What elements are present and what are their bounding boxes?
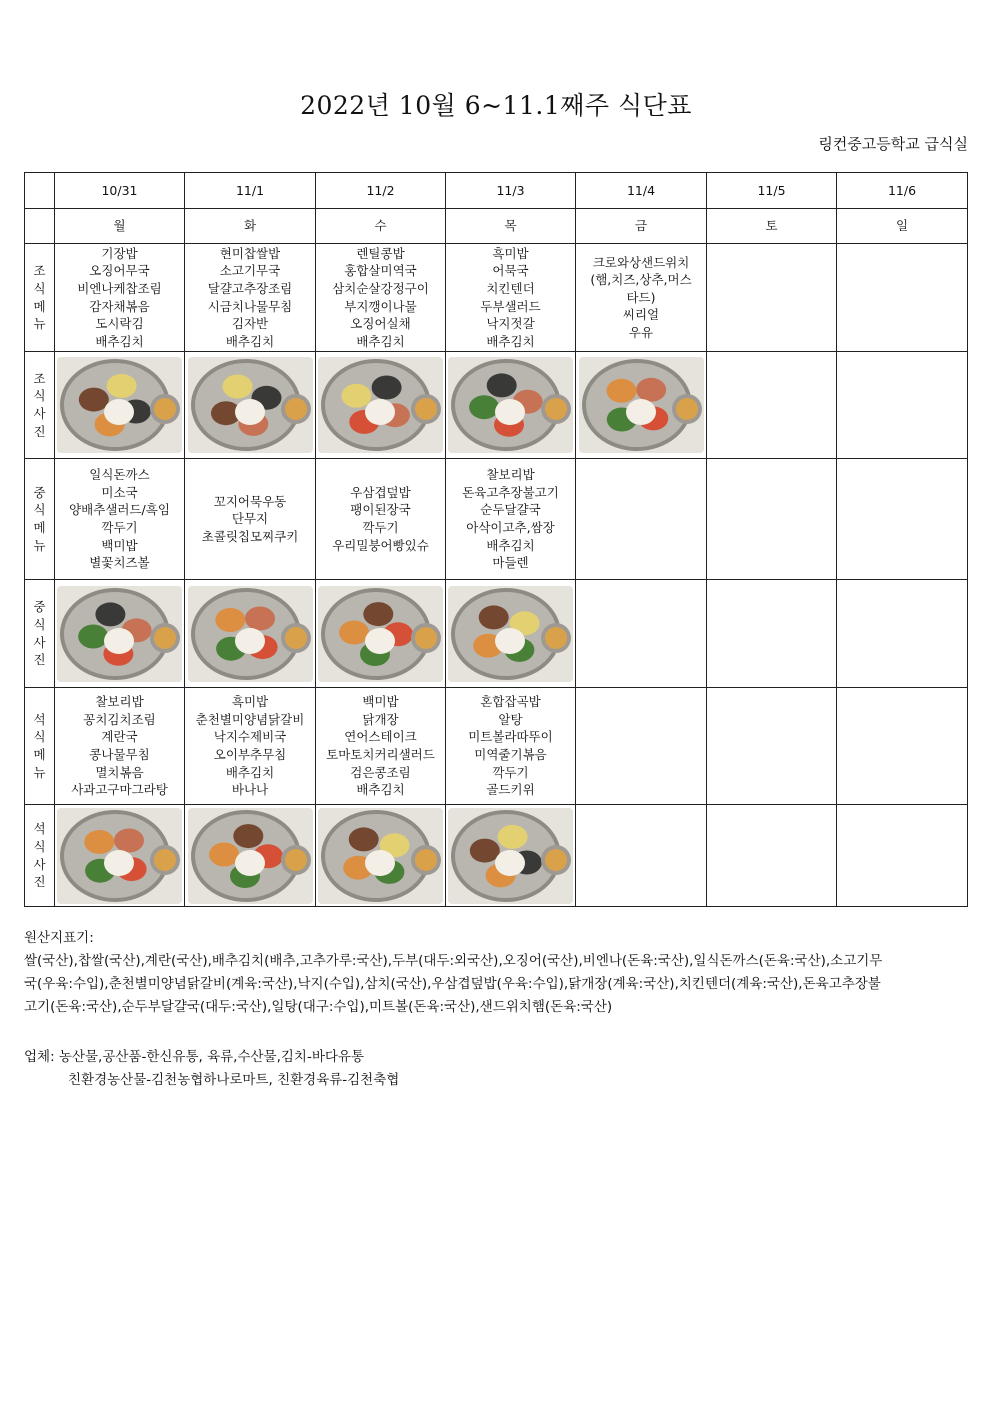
lunch-menu-cell	[576, 459, 707, 580]
lunch-menu-cell	[837, 459, 968, 580]
date-cell: 10/31	[55, 173, 185, 209]
menu-item: 팽이된장국	[350, 502, 411, 518]
menu-item: 소고기무국	[219, 263, 281, 279]
menu-item: 순두달걀국	[480, 502, 541, 518]
breakfast-photo-cell	[55, 352, 185, 459]
menu-item: 계란국	[101, 729, 138, 745]
menu-item: 흑미밥	[231, 694, 269, 710]
menu-item: 오이부추무침	[213, 747, 287, 762]
lunch-menu-cell	[55, 459, 185, 580]
lunch-photo-cell	[837, 580, 968, 688]
menu-item: 시금치나물무침	[207, 298, 293, 314]
lunch-photo-cell	[55, 580, 185, 688]
menu-item: 현미찹쌀밥	[219, 245, 281, 261]
breakfast-menu-cell	[55, 244, 185, 352]
breakfast-photo-cell	[707, 352, 837, 459]
origin-heading: 원산지표기:	[24, 930, 94, 946]
menu-item: 도시락김	[95, 316, 144, 332]
menu-item: 김자반	[231, 316, 269, 332]
date-row	[25, 173, 968, 209]
dinner-menu-cell	[185, 688, 316, 805]
menu-item: 혼합잡곡밥	[480, 694, 541, 710]
breakfast-menu-cell	[837, 244, 968, 352]
row-label-breakfast-photo: 조 식 사 진	[25, 352, 55, 459]
page-title: 2022년 10월 6~11.1째주 식단표	[300, 91, 692, 120]
origin-line-3: 고기(돈육:국산),순두부달걀국(대두:국산),일탕(대구:수입),미트볼(돈육:국산),샌드위치햄(돈육:국산)	[24, 999, 613, 1015]
lunch-photo-cell	[576, 580, 707, 688]
menu-item: 낙지젓갈	[486, 316, 535, 332]
menu-item: 두부샐러드	[480, 298, 541, 314]
menu-item: 깍두기	[362, 520, 399, 535]
menu-item: 마들렌	[492, 555, 529, 571]
vendor-notice	[24, 1046, 968, 1092]
lunch-menu-cell	[185, 459, 316, 580]
meal-photo	[448, 808, 573, 904]
menu-item: 배추김치	[225, 764, 275, 780]
meal-photo	[188, 586, 313, 682]
menu-item: 씨리얼	[622, 307, 660, 323]
breakfast-menu-cell	[316, 244, 446, 352]
menu-item: 타드)	[626, 289, 656, 305]
menu-item: 렌틸콩밥	[356, 245, 405, 261]
menu-item: 미소국	[101, 484, 138, 500]
dinner-photo-cell	[185, 805, 316, 907]
breakfast-photo-cell	[837, 352, 968, 459]
menu-table	[24, 172, 968, 907]
date-cell: 11/4	[576, 173, 707, 209]
menu-item: 양배추샐러드/흑임	[69, 502, 170, 518]
date-cell: 11/3	[446, 173, 576, 209]
menu-item: 기장밥	[101, 245, 138, 261]
day-cell: 일	[837, 209, 968, 244]
dinner-menu-cell	[446, 688, 576, 805]
vendor-line-1: 업체: 농산물,공산품-한신유통, 육류,수산물,김치-바다유통	[24, 1049, 364, 1065]
row-label-dinner-menu: 석 식 메 뉴	[25, 688, 55, 805]
meal-photo	[318, 357, 443, 453]
meal-photo	[448, 357, 573, 453]
menu-item: 초콜릿칩모찌쿠키	[201, 528, 299, 544]
menu-item: 배추김치	[95, 333, 144, 349]
menu-item: 찰보리밥	[486, 467, 535, 483]
date-cell: 11/5	[707, 173, 837, 209]
menu-item: 찰보리밥	[95, 694, 144, 710]
menu-item: 오징어무국	[89, 263, 150, 279]
menu-item: 배추김치	[356, 333, 405, 349]
menu-item: 비엔나케찹조림	[77, 280, 162, 296]
menu-item: 오징어실채	[350, 316, 411, 332]
dinner-menu-cell	[837, 688, 968, 805]
meal-photo	[57, 357, 182, 453]
menu-item: 닭개장	[362, 711, 399, 727]
origin-line-2: 국(우육:수입),춘천별미양념닭갈비(계육:국산),낙지(수입),삼치(국산),우삼겹덮밥(우육:수입),닭개장(계육:국산),치킨텐더(계육:국산),돈육고추장불	[24, 976, 881, 992]
meal-photo	[188, 357, 313, 453]
breakfast-menu-cell	[446, 244, 576, 352]
lunch-photo-cell	[707, 580, 837, 688]
day-cell: 수	[316, 209, 446, 244]
lunch-photo-cell	[446, 580, 576, 688]
vendor-line-2: 친환경농산물-김천농협하나로마트, 친환경육류-김천축협	[68, 1072, 400, 1088]
meal-photo	[57, 586, 182, 682]
lunch-menu-cell	[707, 459, 837, 580]
breakfast-menu-cell	[707, 244, 837, 352]
menu-item: 바나나	[231, 782, 269, 798]
menu-item: 치킨텐더	[486, 280, 535, 296]
menu-item: 멸치볶음	[95, 764, 144, 780]
breakfast-menu-row	[25, 244, 968, 352]
origin-line-1: 쌀(국산),찹쌀(국산),계란(국산),배추김치(배추,고추가루:국산),두부(대두:외국산),오징어(국산),비엔나(돈육:국산),일식돈까스(돈육:국산),소고기무	[24, 953, 883, 969]
menu-item: 미트볼라따뚜이	[468, 729, 553, 745]
dinner-menu-row	[25, 688, 968, 805]
menu-item: 꼬지어묵우동	[213, 493, 287, 509]
menu-item: 달걀고추장조림	[207, 280, 293, 296]
meal-photo	[448, 586, 573, 682]
menu-item: (햄,치즈,상추,머스	[590, 272, 692, 288]
lunch-photo-cell	[316, 580, 446, 688]
menu-item: 부지깽이나물	[344, 298, 417, 314]
menu-item: 삼치순살강정구이	[332, 280, 429, 296]
menu-item: 깍두기	[101, 520, 138, 535]
date-cell: 11/2	[316, 173, 446, 209]
menu-item: 깍두기	[492, 764, 529, 780]
row-label-lunch-menu: 중 식 메 뉴	[25, 459, 55, 580]
breakfast-photo-row	[25, 352, 968, 459]
menu-item: 우리밀붕어빵있슈	[332, 537, 429, 553]
school-name: 링컨중고등학교 급식실	[818, 135, 968, 153]
breakfast-photo-cell	[316, 352, 446, 459]
menu-item: 크로와상샌드위치	[592, 254, 690, 270]
menu-item: 콩나물무침	[89, 747, 150, 762]
dinner-menu-cell	[707, 688, 837, 805]
dinner-photo-row	[25, 805, 968, 907]
lunch-photo-cell	[185, 580, 316, 688]
corner-cell	[25, 173, 55, 209]
row-label-dinner-photo: 석 식 사 진	[25, 805, 55, 907]
menu-item: 골드키위	[486, 782, 535, 798]
dinner-menu-cell	[316, 688, 446, 805]
menu-item: 우유	[628, 324, 654, 340]
menu-item: 홍합살미역국	[344, 263, 417, 279]
date-cell: 11/1	[185, 173, 316, 209]
day-row	[25, 209, 968, 244]
breakfast-photo-cell	[576, 352, 707, 459]
meal-photo	[318, 808, 443, 904]
menu-item: 검은콩조림	[350, 764, 411, 780]
dinner-photo-cell	[707, 805, 837, 907]
menu-item: 흑미밥	[492, 245, 529, 261]
lunch-menu-cell	[446, 459, 576, 580]
menu-item: 미역줄기볶음	[474, 747, 547, 762]
menu-item: 배추김치	[356, 782, 405, 798]
day-cell: 월	[55, 209, 185, 244]
menu-item: 백미밥	[101, 537, 138, 553]
menu-item: 사과고구마그라탕	[71, 782, 168, 798]
dinner-menu-cell	[576, 688, 707, 805]
meal-photo	[57, 808, 182, 904]
dinner-photo-cell	[576, 805, 707, 907]
day-cell: 화	[185, 209, 316, 244]
day-cell: 목	[446, 209, 576, 244]
dinner-photo-cell	[55, 805, 185, 907]
row-label-lunch-photo: 중 식 사 진	[25, 580, 55, 688]
menu-item: 우삼겹덮밥	[350, 484, 411, 500]
menu-item: 배추김치	[225, 333, 275, 349]
dinner-photo-cell	[446, 805, 576, 907]
dinner-photo-cell	[316, 805, 446, 907]
breakfast-photo-cell	[446, 352, 576, 459]
menu-item: 알탕	[498, 711, 523, 727]
menu-item: 춘천별미양념닭갈비	[195, 711, 305, 727]
menu-item: 연어스테이크	[344, 729, 417, 745]
corner-cell	[25, 209, 55, 244]
lunch-menu-row	[25, 459, 968, 580]
breakfast-menu-cell	[576, 244, 707, 352]
meal-photo	[318, 586, 443, 682]
meal-photo	[579, 357, 704, 453]
menu-item: 일식돈까스	[89, 467, 150, 483]
origin-notice	[24, 927, 968, 1019]
dinner-photo-cell	[837, 805, 968, 907]
lunch-menu-cell	[316, 459, 446, 580]
date-cell: 11/6	[837, 173, 968, 209]
menu-item: 돈육고추장불고기	[462, 484, 559, 500]
menu-item: 토마토치커리샐러드	[326, 747, 435, 762]
day-cell: 토	[707, 209, 837, 244]
lunch-photo-row	[25, 580, 968, 688]
breakfast-menu-cell	[185, 244, 316, 352]
menu-item: 낙지수제비국	[213, 729, 287, 745]
menu-item: 별꽃치즈볼	[89, 555, 150, 571]
menu-item: 어묵국	[492, 263, 529, 279]
dinner-menu-cell	[55, 688, 185, 805]
meal-photo	[188, 808, 313, 904]
row-label-breakfast-menu: 조 식 메 뉴	[25, 244, 55, 352]
menu-item: 꽁치김치조림	[83, 711, 156, 727]
menu-item: 감자채볶음	[89, 298, 150, 314]
menu-item: 배추김치	[486, 537, 535, 553]
breakfast-photo-cell	[185, 352, 316, 459]
menu-item: 단무지	[231, 511, 269, 527]
day-cell: 금	[576, 209, 707, 244]
menu-item: 백미밥	[362, 694, 399, 710]
menu-item: 아삭이고추,쌈장	[466, 520, 555, 535]
menu-item: 배추김치	[486, 333, 535, 349]
